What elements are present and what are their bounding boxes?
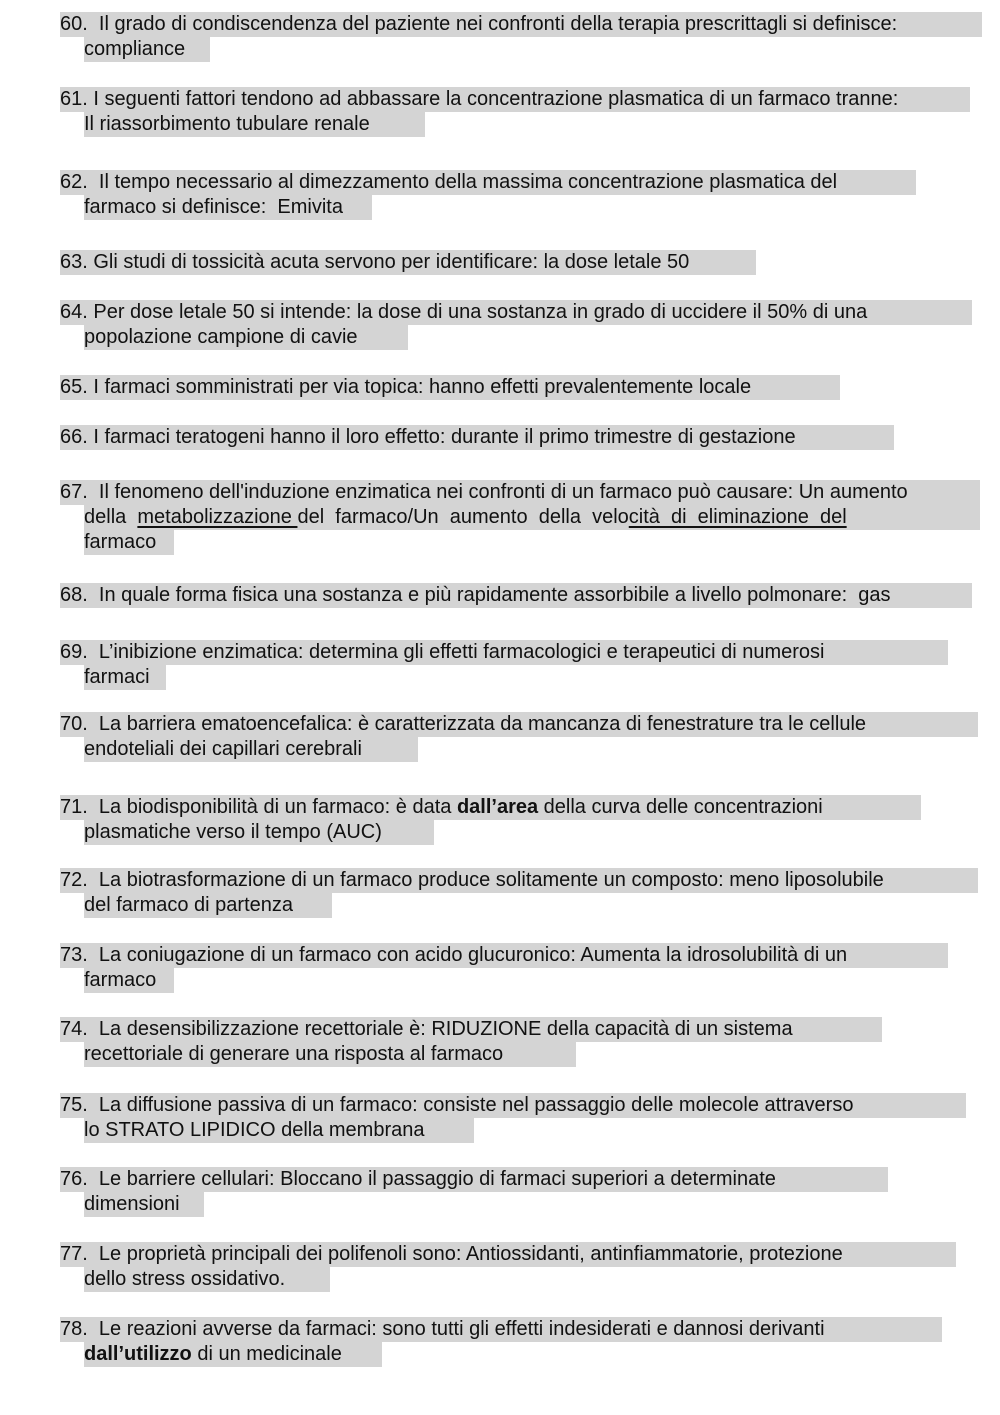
question-first-line — [60, 375, 840, 400]
question-number: 64. — [60, 301, 88, 323]
question-continuation-line — [84, 820, 434, 845]
question-text: I farmaci teratogeni hanno il loro effetto: durante il primo trimestre di gestazione — [87, 426, 796, 448]
question-text: recettoriale di generare una risposta al farmaco — [84, 1043, 504, 1065]
question-continuation-line — [84, 530, 174, 555]
question-continuation-line — [84, 665, 166, 690]
question-number: 74. — [60, 1018, 88, 1040]
question-number: 71. — [60, 796, 88, 818]
question-text: La coniugazione di un farmaco con acido glucuronico: Aumenta la idrosolubilità di un — [87, 944, 848, 966]
question-text: In quale forma fisica una sostanza e più rapidamente assorbibile a livello polmonare: gas — [87, 584, 891, 606]
question-number: 68. — [60, 584, 88, 606]
question-number: 65. — [60, 376, 88, 398]
question-text: farmaco — [84, 531, 157, 553]
question-text: Il grado di condiscendenza del paziente nei confronti della terapia prescrittagli si definisce: — [87, 13, 898, 35]
question-continuation-line — [84, 505, 980, 530]
question-text: compliance — [84, 38, 186, 60]
question-text: Il riassorbimento tubulare renale — [84, 113, 370, 135]
question-continuation-line — [84, 112, 425, 137]
question-first-line — [60, 480, 980, 505]
question-first-line — [60, 1317, 942, 1342]
question-number: 78. — [60, 1318, 88, 1340]
question-number: 63. — [60, 251, 88, 273]
question-text: del farmaco di partenza — [84, 894, 294, 916]
question-first-line — [60, 425, 894, 450]
question-text: La biotrasformazione di un farmaco produce solitamente un composto: meno liposolubile — [87, 869, 884, 891]
question-text: endoteliali dei capillari cerebrali — [84, 738, 362, 760]
question-number: 66. — [60, 426, 88, 448]
question-text: farmaco si definisce: Emivita — [84, 196, 343, 218]
question-first-line — [60, 795, 921, 820]
question-text: Per dose letale 50 si intende: la dose di una sostanza in grado di uccidere il 50% di una — [87, 301, 868, 323]
question-text: La biodisponibilità di un farmaco: è data — [87, 796, 457, 818]
question-text: I farmaci somministrati per via topica: hanno effetti prevalentemente locale — [87, 376, 752, 398]
question-text: dall’utilizzo — [84, 1343, 192, 1365]
question-text: del farmaco/Un aumento della velo — [297, 506, 629, 528]
question-first-line — [60, 1093, 966, 1118]
question-first-line — [60, 1167, 888, 1192]
question-text: dello stress ossidativo. — [84, 1268, 286, 1290]
question-number: 76. — [60, 1168, 88, 1190]
question-continuation-line — [84, 968, 174, 993]
question-text: La diffusione passiva di un farmaco: consiste nel passaggio delle molecole attraverso — [87, 1094, 854, 1116]
question-text: della curva delle concentrazioni — [538, 796, 823, 818]
question-continuation-line — [84, 37, 210, 62]
question-text: L’inibizione enzimatica: determina gli effetti farmacologici e terapeutici di numerosi — [87, 641, 825, 663]
question-text: Le reazioni avverse da farmaci: sono tutti gli effetti indesiderati e dannosi derivanti — [87, 1318, 825, 1340]
question-first-line — [60, 12, 982, 37]
question-first-line — [60, 300, 972, 325]
question-first-line — [60, 583, 972, 608]
question-first-line — [60, 640, 948, 665]
question-number: 69. — [60, 641, 88, 663]
question-text: La barriera ematoencefalica: è caratterizzata da mancanza di fenestrature tra le cellule — [87, 713, 867, 735]
question-first-line — [60, 1242, 956, 1267]
question-continuation-line — [84, 195, 372, 220]
question-text: popolazione campione di cavie — [84, 326, 358, 348]
question-text: La desensibilizzazione recettoriale è: RIDUZIONE della capacità di un sistema — [87, 1018, 793, 1040]
question-number: 73. — [60, 944, 88, 966]
question-number: 75. — [60, 1094, 88, 1116]
question-text: Il fenomeno dell'induzione enzimatica nei confronti di un farmaco può causare: Un aumento — [87, 481, 908, 503]
question-first-line — [60, 1017, 882, 1042]
question-continuation-line — [84, 325, 408, 350]
question-first-line — [60, 170, 916, 195]
question-text: lo STRATO LIPIDICO della membrana — [84, 1119, 425, 1141]
question-text: Le barriere cellulari: Bloccano il passaggio di farmaci superiori a determinate — [87, 1168, 776, 1190]
question-text: della — [84, 506, 138, 528]
question-continuation-line — [84, 893, 332, 918]
question-first-line — [60, 250, 756, 275]
question-text: farmaco — [84, 969, 157, 991]
question-number: 70. — [60, 713, 88, 735]
question-text: metabolizzazione — [137, 506, 298, 528]
question-first-line — [60, 943, 948, 968]
question-continuation-line — [84, 1267, 330, 1292]
question-text: dall’area — [456, 796, 539, 818]
question-text: farmaci — [84, 666, 150, 688]
question-number: 62. — [60, 171, 88, 193]
question-number: 60. — [60, 13, 88, 35]
question-number: 67. — [60, 481, 88, 503]
question-text: plasmatiche verso il tempo (AUC) — [84, 821, 382, 843]
question-text: dimensioni — [84, 1193, 180, 1215]
question-text: Gli studi di tossicità acuta servono per identificare: la dose letale 50 — [87, 251, 690, 273]
question-continuation-line — [84, 1042, 576, 1067]
question-continuation-line — [84, 737, 418, 762]
question-text: I seguenti fattori tendono ad abbassare la concentrazione plasmatica di un farmaco tranne: — [87, 88, 899, 110]
question-first-line — [60, 87, 970, 112]
question-text: di un medicinale — [191, 1343, 342, 1365]
question-number: 61. — [60, 88, 88, 110]
question-number: 77. — [60, 1243, 88, 1265]
question-first-line — [60, 868, 978, 893]
question-continuation-line — [84, 1342, 382, 1367]
question-number: 72. — [60, 869, 88, 891]
question-text: Il tempo necessario al dimezzamento della massima concentrazione plasmatica del — [87, 171, 838, 193]
question-continuation-line — [84, 1192, 204, 1217]
question-first-line — [60, 712, 978, 737]
question-text: Le proprietà principali dei polifenoli sono: Antiossidanti, antinfiammatorie, protezione — [87, 1243, 843, 1265]
question-continuation-line — [84, 1118, 474, 1143]
question-text: cità di eliminazione del — [628, 506, 847, 528]
